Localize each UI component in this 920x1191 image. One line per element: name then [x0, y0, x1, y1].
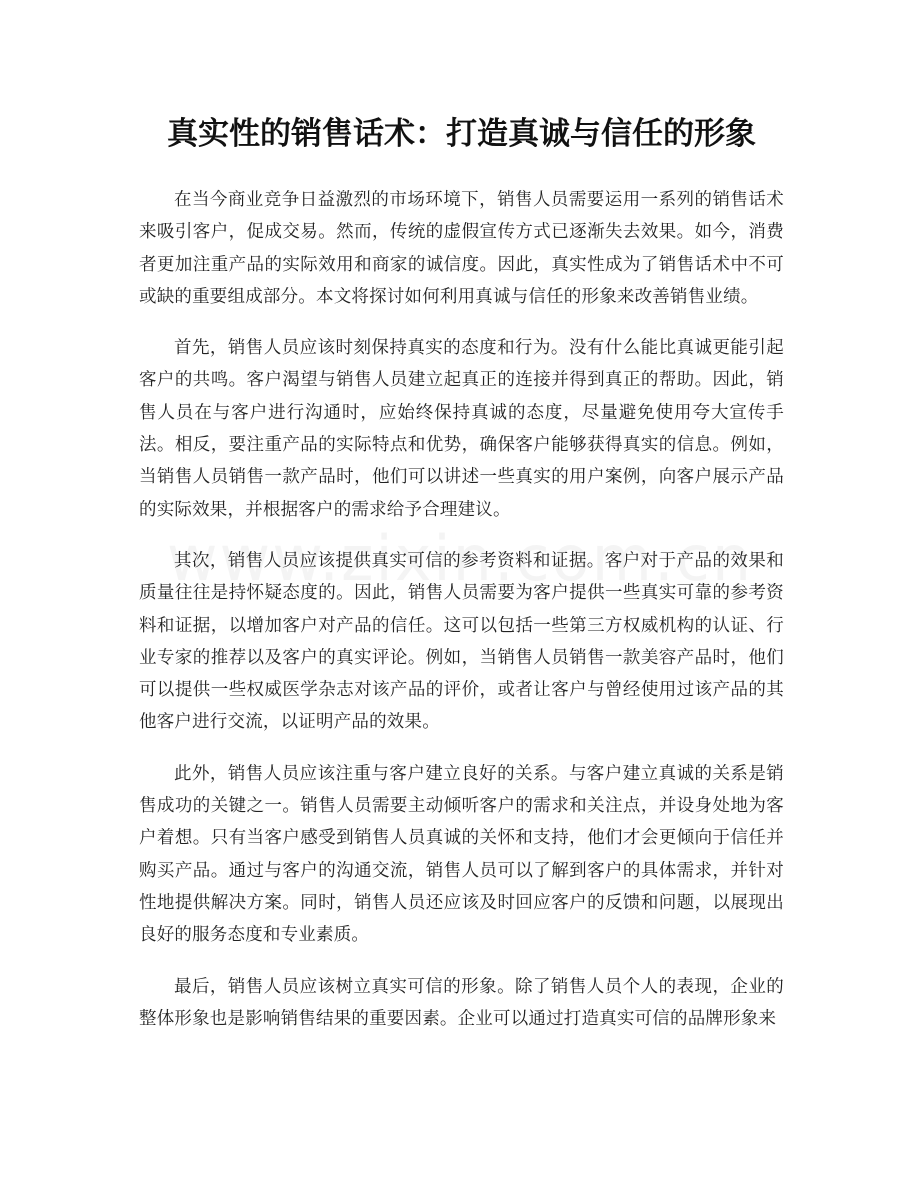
document-title: 真实性的销售话术：打造真诚与信任的形象 [167, 116, 756, 152]
paragraph: 最后，销售人员应该树立真实可信的形象。除了销售人员个人的表现，企业的整体形象也是影响销售结果的重要因素。企业可以通过打造真实可信的品牌形象来 [139, 976, 784, 1029]
document-body [139, 184, 784, 1035]
paragraph: 此外，销售人员应该注重与客户建立良好的关系。与客户建立真诚的关系是销售成功的关键之一。销售人员需要主动倾听客户的需求和关注点，并设身处地为客户着想。只有当客户感受到销售人员真诚的关怀和支持，他们才会更倾向于信任并购买产品。通过与客户的沟通交流，销售人员可以了解到客户的具体需求，并针对性地提供解决方案。同时，销售人员还应该及时回应客户的反馈和问题，以展现出良好的服务态度和专业素质。 [139, 763, 784, 946]
paragraph: 在当今商业竞争日益激烈的市场环境下，销售人员需要运用一系列的销售话术来吸引客户，促成交易。然而，传统的虚假宣传方式已逐渐失去效果。如今，消费者更加注重产品的实际效用和商家的诚信度。因此，真实性成为了销售话术中不可或缺的重要组成部分。本文将探讨如何利用真诚与信任的形象来改善销售业绩。 [139, 190, 784, 307]
paragraph: 其次，销售人员应该提供真实可信的参考资料和证据。客户对于产品的效果和质量往往是持怀疑态度的。因此，销售人员需要为客户提供一些真实可靠的参考资料和证据，以增加客户对产品的信任。这可以包括一些第三方权威机构的认证、行业专家的推荐以及客户的真实评论。例如，当销售人员销售一款美容产品时，他们可以提供一些权威医学杂志对该产品的评价，或者让客户与曾经使用过该产品的其他客户进行交流，以证明产品的效果。 [139, 550, 784, 733]
paragraph: 首先，销售人员应该时刻保持真实的态度和行为。没有什么能比真诚更能引起客户的共鸣。客户渴望与销售人员建立起真正的连接并得到真正的帮助。因此，销售人员在与客户进行沟通时，应始终保持真诚的态度，尽量避免使用夸大宣传手法。相反，要注重产品的实际特点和优势，确保客户能够获得真实的信息。例如，当销售人员销售一款产品时，他们可以讲述一些真实的用户案例，向客户展示产品的实际效果，并根据客户的需求给予合理建议。 [139, 338, 784, 520]
